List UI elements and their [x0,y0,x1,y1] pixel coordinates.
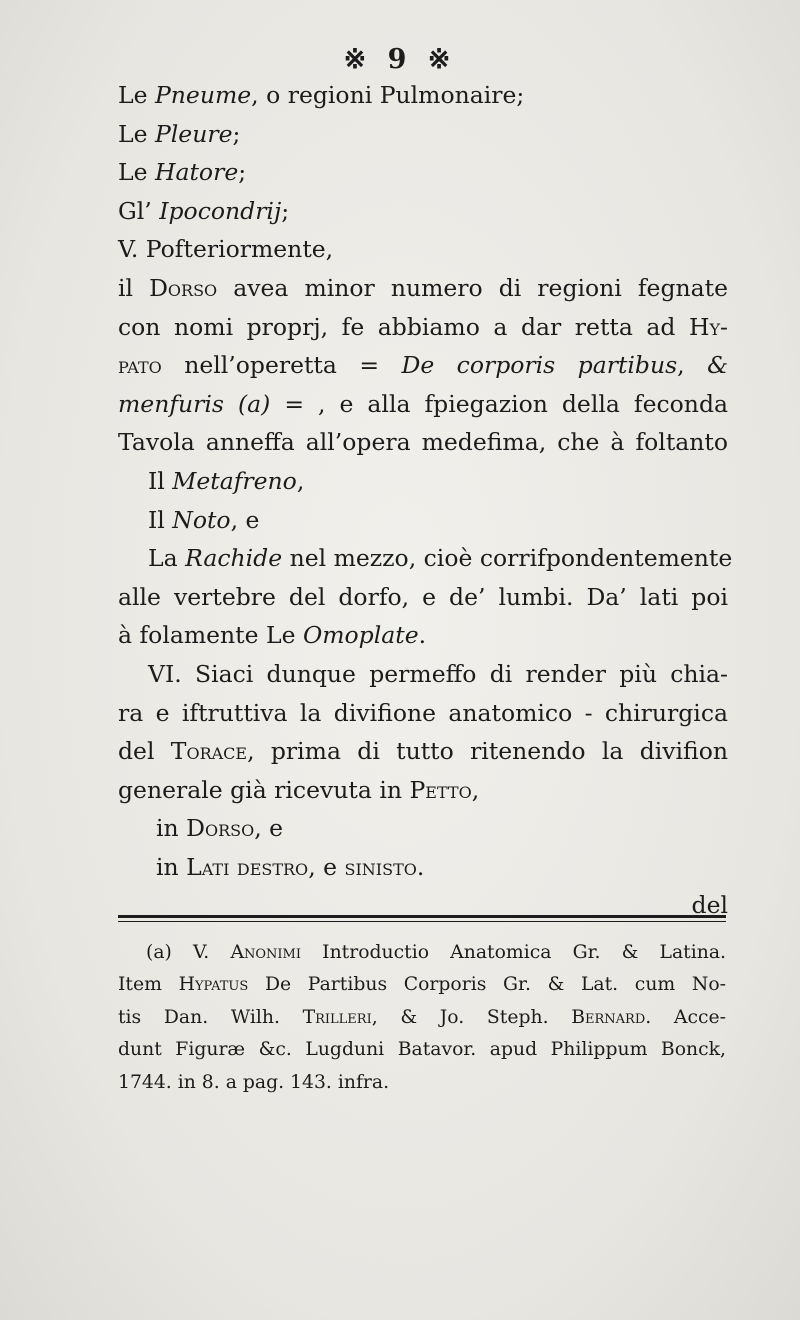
footnote [118,937,726,1099]
author: Hypatus [178,974,249,996]
term: Rachide [185,544,283,573]
term: Dorso [149,273,218,302]
footnote-line [118,969,726,1001]
text-line: alle vertebre del dorfo, e de’ lumbi. Da’ lati poi [118,582,728,611]
text: . [418,621,427,650]
text: Le [118,119,155,148]
text: , e [254,814,284,843]
text-line [118,76,728,115]
term: Metafreno [172,466,297,495]
text: nell’operetta = [161,351,402,380]
page-header: ※ 9 ※ [343,44,457,75]
footnote-line: dunt Figuræ &c. Lugduni Batavor. apud Philippum Bonck, [118,1039,726,1061]
term: Lati destro [186,852,309,881]
text: generale già ricevuta in [118,775,410,804]
text-line: V. Pofteriormente, [118,235,334,264]
text-line: VI. Siaci dunque permeffo di render più chia- [148,659,728,688]
footnote-line [118,1002,726,1034]
text: Item [118,974,179,996]
text: avea minor numero di regioni fegnate [217,273,728,302]
text: con nomi proprj, fe abbiamo a dar retta ad [118,312,689,341]
text: , e [230,505,260,534]
text: del [118,737,171,766]
text: , [296,466,305,495]
author: Trilleri [302,1006,372,1028]
text: ; [238,158,247,187]
text: , [677,351,708,380]
term: pato [118,351,162,380]
catchword: del [691,891,728,920]
text: Le [118,81,155,109]
term: Dorso [186,814,255,843]
text: à folamente Le [118,621,303,650]
text-line: ra e iftruttiva la divifione anatomico - chirurgica [118,698,728,727]
term: Noto [172,505,231,534]
text: , & Jo. Steph. [371,1006,572,1028]
text-line [118,848,728,887]
footnote-rule [118,915,726,918]
text: , [471,775,480,804]
text: . Acce- [645,1006,726,1028]
title: De corporis partibus [401,351,678,380]
text-line [118,539,733,578]
text-line [118,308,728,347]
term: Hy- [689,312,728,341]
term: Ipocondrij [159,196,282,225]
text: nel mezzo, cioè corrifpondentemente [282,544,733,573]
text: tis Dan. Wilh. [118,1006,303,1028]
main-text [118,76,733,925]
author: Anonimi [230,942,301,963]
footnote-rule-thin [118,921,726,922]
text: , prima di tutto ritenendo la divifion [247,737,728,766]
footnote-line [118,937,726,969]
text-line [118,153,728,192]
text: , e [308,852,345,881]
text: Introductio Anatomica Gr. & Latina. [301,942,727,963]
author: Bernard [571,1006,646,1028]
text: Il [148,466,173,495]
text: = , e alla fpiegazion della feconda [270,389,728,418]
text: ; [281,196,290,225]
text-line [118,115,728,154]
text: , o regioni Pulmonaire; [251,81,525,109]
text: & [707,351,728,380]
term: Pneume [154,81,252,109]
term: Omoplate [302,621,419,650]
text: ; [232,119,241,148]
text-line [118,385,728,424]
text: (a) V. [146,942,231,963]
text: il [118,273,150,302]
term: sinisto [344,852,417,881]
text-line: Tavola anneffa all’opera medefima, che à foltanto [118,428,728,457]
title: menfuris (a) [118,389,271,418]
text-line [118,269,728,308]
text: Il [148,505,173,534]
text-line [118,732,728,771]
text-line [118,771,728,810]
text: La [148,544,186,573]
term: Hatore [154,158,239,187]
text-line [118,192,728,231]
text: Gl’ [118,196,160,225]
text: De Partibus Corporis Gr. & Lat. cum No- [248,974,726,996]
text: Le [118,158,155,187]
text-line [118,501,728,540]
term: Torace [170,737,248,766]
text: in [156,814,187,843]
footnote-line: 1744. in 8. a pag. 143. infra. [118,1071,390,1093]
text: . [416,852,425,881]
text-line [118,346,728,385]
text-line [118,616,728,655]
text-line [118,462,728,501]
text-line [118,809,728,848]
text: in [156,852,187,881]
term: Petto [409,775,472,804]
term: Pleure [154,119,233,148]
